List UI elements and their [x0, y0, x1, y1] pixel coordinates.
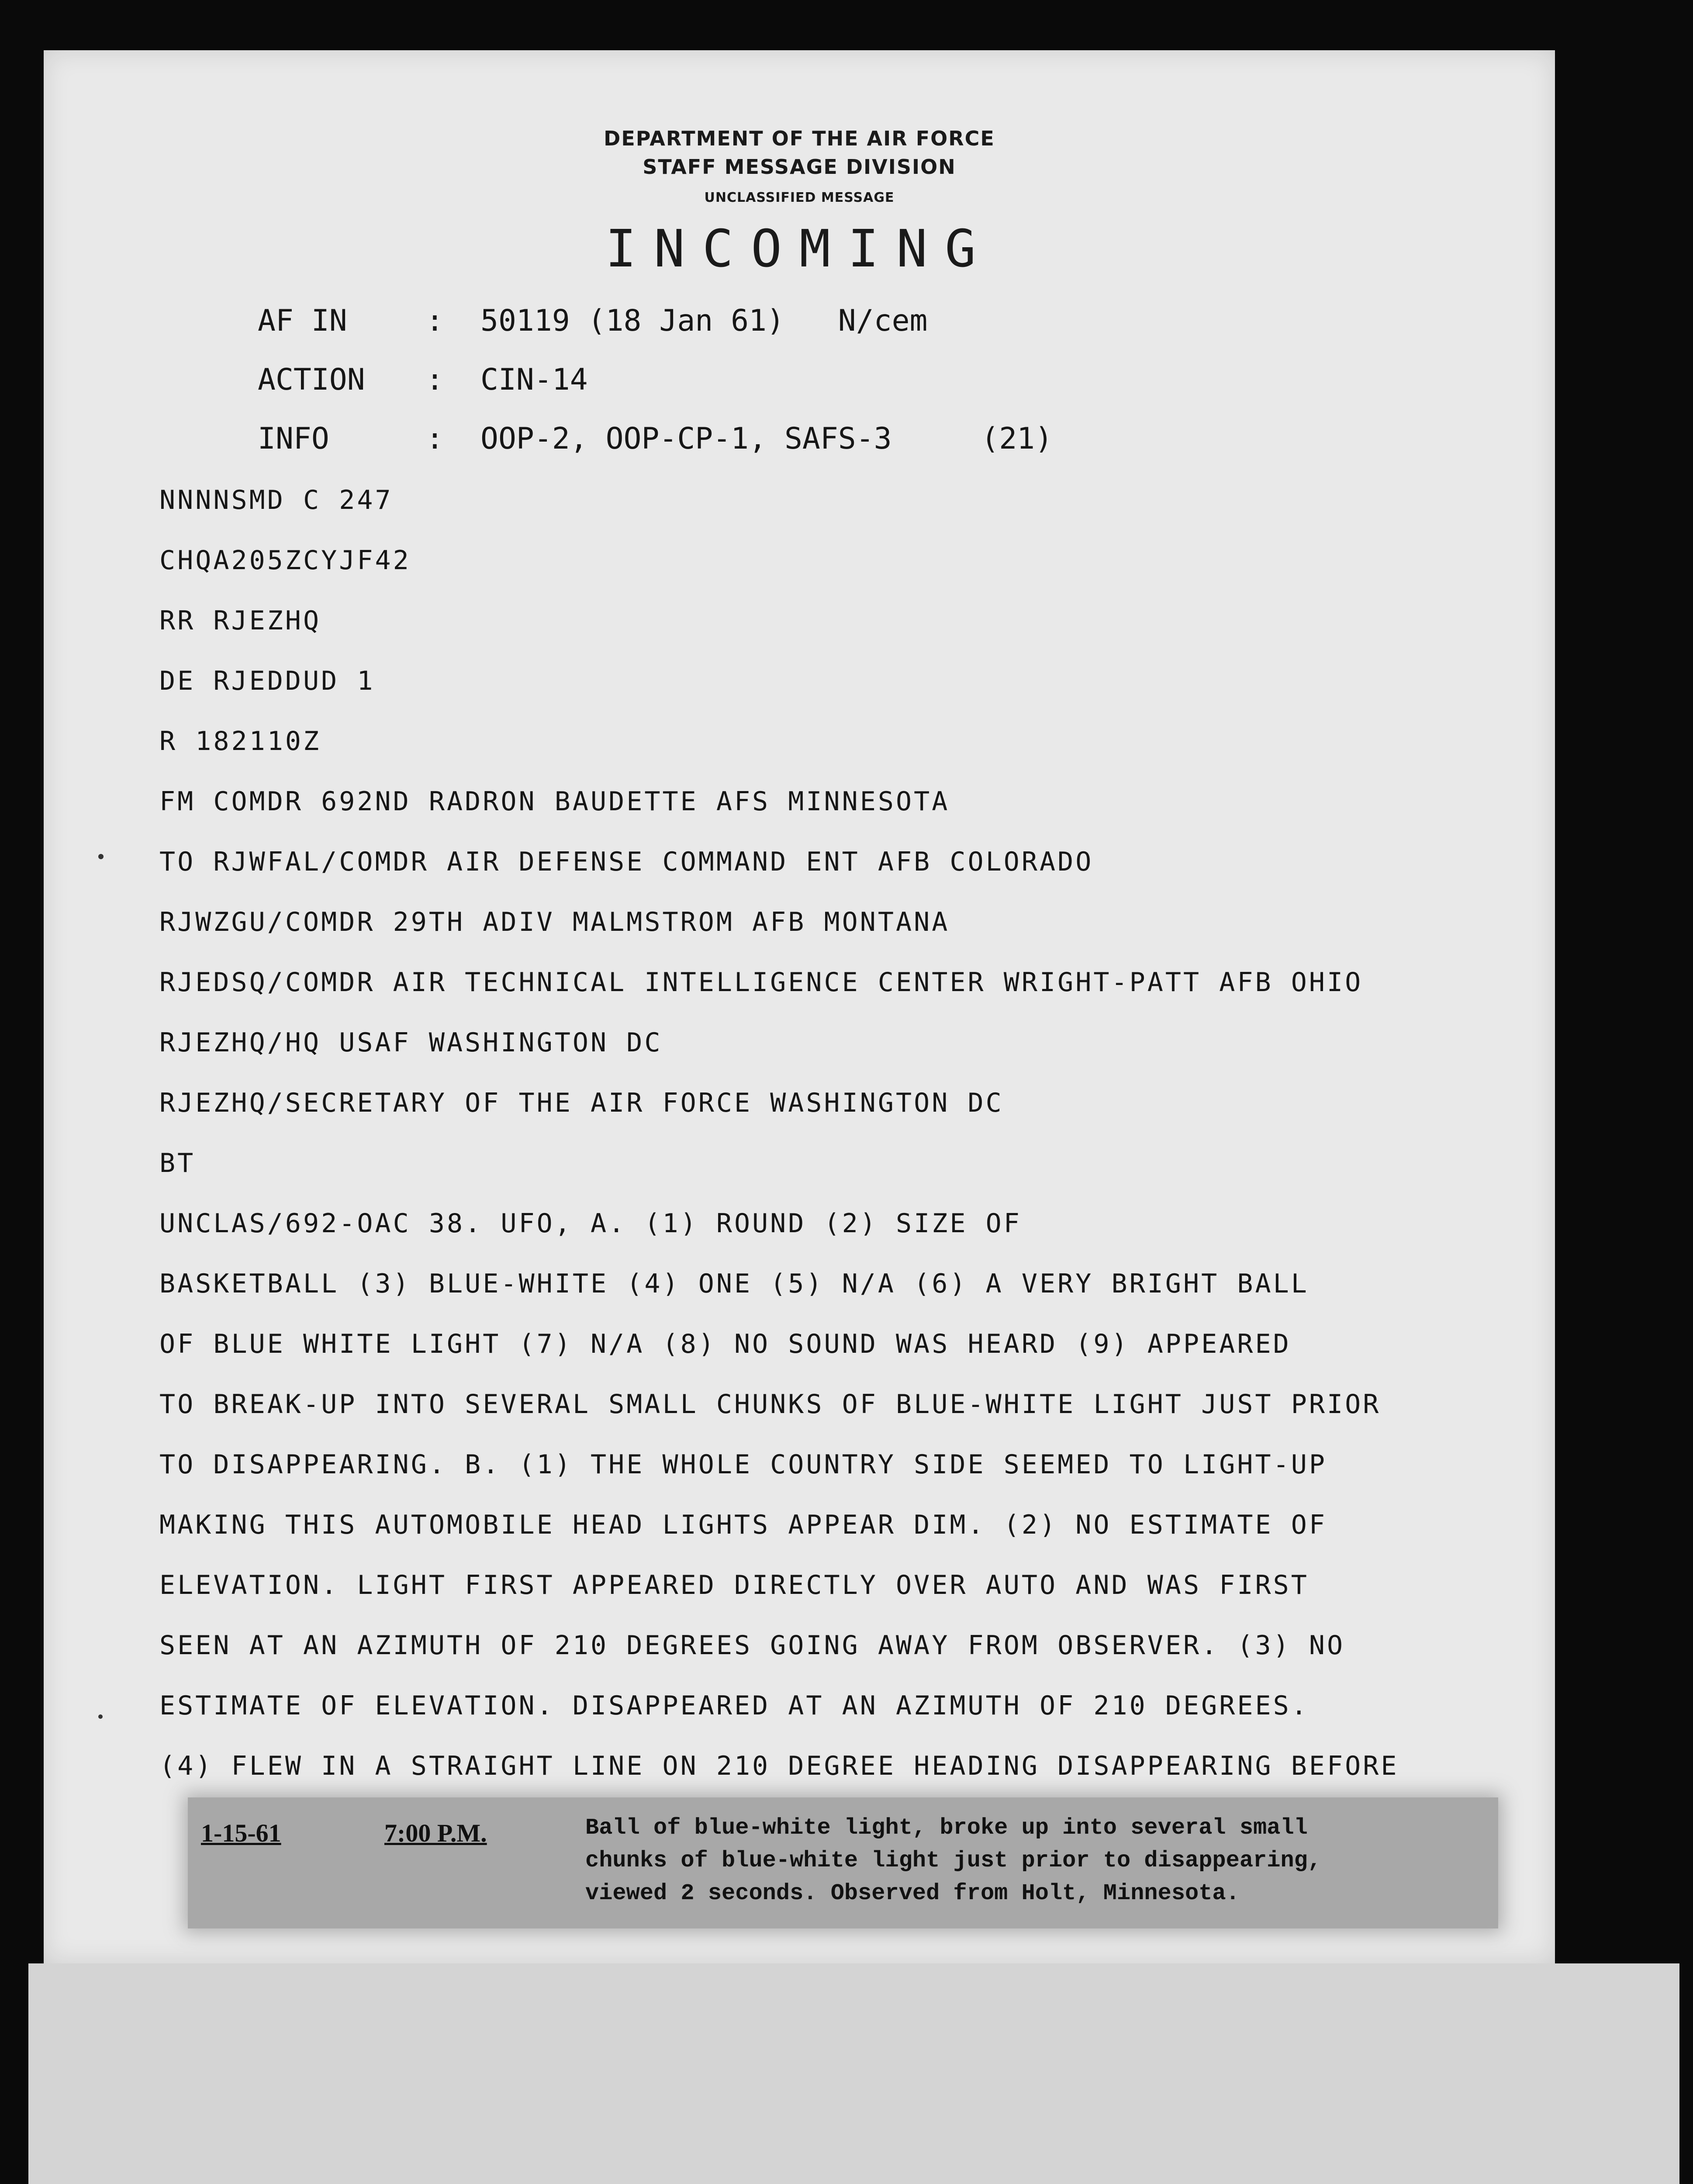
message-line: TO RJWFAL/COMDR AIR DEFENSE COMMAND ENT AFB COLORADO: [159, 847, 1094, 877]
message-line: ELEVATION. LIGHT FIRST APPEARED DIRECTLY OVER AUTO AND WAS FIRST: [159, 1570, 1309, 1600]
routing-key-action: ACTION: [258, 363, 365, 397]
stamp-summary-line: viewed 2 seconds. Observed from Holt, Minnesota.: [585, 1880, 1240, 1906]
stamp-date: 1-15-61: [201, 1819, 281, 1847]
message-line: UNCLAS/692-OAC 38. UFO, A. (1) ROUND (2) SIZE OF: [159, 1208, 1022, 1239]
message-line: RJEZHQ/SECRETARY OF THE AIR FORCE WASHINGTON DC: [159, 1088, 1004, 1118]
message-line: MAKING THIS AUTOMOBILE HEAD LIGHTS APPEAR DIM. (2) NO ESTIMATE OF: [159, 1510, 1327, 1540]
classification-heading: UNCLASSIFIED MESSAGE: [704, 190, 895, 205]
message-line: RJWZGU/COMDR 29TH ADIV MALMSTROM AFB MONTANA: [159, 907, 950, 937]
message-line: ESTIMATE OF ELEVATION. DISAPPEARED AT AN AZIMUTH OF 210 DEGREES.: [159, 1690, 1309, 1721]
message-line: NNNNSMD C 247: [159, 485, 393, 515]
routing-colon: :: [426, 422, 444, 456]
routing-key-af-in: AF IN: [258, 304, 347, 338]
message-line: (4) FLEW IN A STRAIGHT LINE ON 210 DEGREE HEADING DISAPPEARING BEFORE: [159, 1751, 1399, 1781]
document-page: [44, 50, 1555, 1963]
routing-value-info: OOP-2, OOP-CP-1, SAFS-3 (21): [480, 422, 1053, 456]
message-line: RJEDSQ/COMDR AIR TECHNICAL INTELLIGENCE CENTER WRIGHT-PATT AFB OHIO: [159, 967, 1363, 998]
photo-border-lower: [28, 1963, 1679, 2184]
message-line: RR RJEZHQ: [159, 605, 321, 636]
stamp-summary-line: Ball of blue-white light, broke up into several small: [585, 1815, 1308, 1841]
department-heading: DEPARTMENT OF THE AIR FORCE: [604, 127, 995, 150]
message-line: TO BREAK-UP INTO SEVERAL SMALL CHUNKS OF BLUE-WHITE LIGHT JUST PRIOR: [159, 1389, 1381, 1420]
message-line: RJEZHQ/HQ USAF WASHINGTON DC: [159, 1027, 663, 1058]
message-line: BASKETBALL (3) BLUE-WHITE (4) ONE (5) N/A (6) A VERY BRIGHT BALL: [159, 1268, 1309, 1299]
message-line: DE RJEDDUD 1: [159, 666, 375, 696]
stamp-summary-line: chunks of blue-white light just prior to disappearing,: [585, 1848, 1322, 1873]
routing-value-action: CIN-14: [480, 363, 588, 397]
page-title: INCOMING: [605, 218, 994, 279]
punch-mark: [98, 854, 104, 859]
message-line: FM COMDR 692ND RADRON BAUDETTE AFS MINNESOTA: [159, 786, 950, 817]
message-line: CHQA205ZCYJF42: [159, 545, 411, 576]
routing-key-info: INFO: [258, 422, 329, 456]
message-line: OF BLUE WHITE LIGHT (7) N/A (8) NO SOUND WAS HEARD (9) APPEARED: [159, 1329, 1291, 1359]
routing-colon: :: [426, 363, 444, 397]
message-line: BT: [159, 1148, 196, 1178]
routing-value-af-in: 50119 (18 Jan 61) N/cem: [480, 304, 928, 338]
division-heading: STAFF MESSAGE DIVISION: [643, 155, 956, 179]
message-line: SEEN AT AN AZIMUTH OF 210 DEGREES GOING AWAY FROM OBSERVER. (3) NO: [159, 1630, 1345, 1661]
routing-colon: :: [426, 304, 444, 338]
message-line: TO DISAPPEARING. B. (1) THE WHOLE COUNTRY SIDE SEEMED TO LIGHT-UP: [159, 1449, 1327, 1480]
punch-mark: [98, 1714, 103, 1719]
stamp-time: 7:00 P.M.: [384, 1819, 487, 1847]
summary-stamp: [188, 1797, 1498, 1928]
message-line: R 182110Z: [159, 726, 321, 757]
